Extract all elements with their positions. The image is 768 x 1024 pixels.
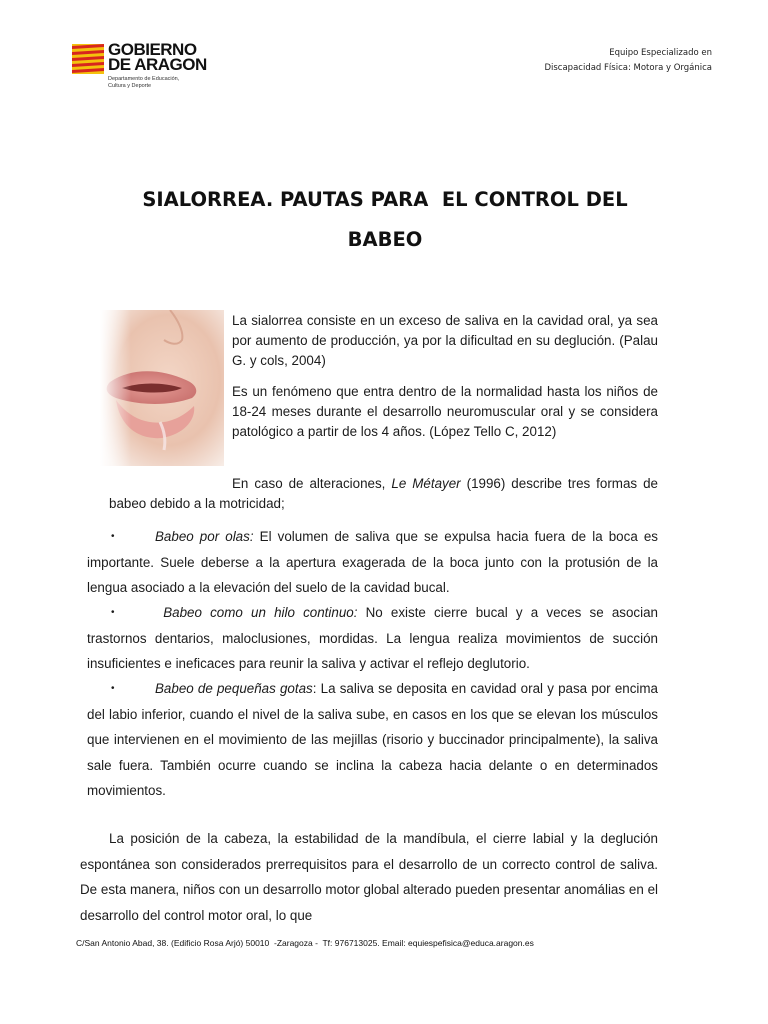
- logo-name: [108, 42, 207, 72]
- paragraph-definition: La sialorrea consiste en un exceso de saliva en la cavidad oral, ya sea por aumento de producción, ya por la dificultad en su deglución. (Palau G. y cols, 2004): [232, 313, 658, 368]
- logo-department: [108, 76, 218, 90]
- bullet-text: No existe cierre bucal y a veces se asocian trastornos dentarios, maloclusiones, mordidas. La lengua realiza movimientos de succión insuficientes e ineficaces para reunir la saliva y activar el reflejo deglutorio.: [87, 605, 659, 671]
- paragraph-prerequisites: La posición de la cabeza, la estabilidad de la mandíbula, el cierre labial y la deglución espontánea son considerados prerrequisitos para el desarrollo de un correcto control de saliva. De esta manera, niños con un desarrollo motor global alterado pueden presentar anomálias en el desarrollo del control motor oral, lo que: [80, 831, 658, 923]
- bullet-icon: •: [111, 607, 115, 618]
- p3-before: En caso de alteraciones,: [232, 476, 392, 491]
- footer-address: C/San Antonio Abad, 38. (Edificio Rosa Arjó) 50010 -Zaragoza - Tf: 976713025. Email: equiespefisica@educa.aragon.es: [76, 938, 534, 948]
- title-line2: BABEO: [347, 228, 423, 251]
- paragraph-normality: Es un fenómeno que entra dentro de la normalidad hasta los niños de 18-24 meses durante el desarrollo neuromuscular oral y se considera patológico a partir de los 4 años. (López Tello C, 2012): [232, 384, 658, 439]
- mouth-photo: [100, 310, 224, 466]
- title-line1: SIALORREA. PAUTAS PARA EL CONTROL DEL: [142, 188, 628, 211]
- document-title: [110, 180, 660, 260]
- p3-after: (1996) describe tres formas de babeo debido a la motricidad;: [109, 476, 658, 511]
- team-heading-line2: Discapacidad Física: Motora y Orgánica: [544, 63, 712, 73]
- team-heading: [544, 46, 712, 76]
- p3-author: Le Métayer: [391, 476, 461, 491]
- bullet-icon: •: [111, 683, 115, 694]
- team-heading-line1: Equipo Especializado en: [609, 48, 712, 58]
- logo-line2: DE ARAGON: [108, 55, 207, 74]
- bullet-text: : La saliva se deposita en cavidad oral y pasa por encima del labio inferior, cuando el nivel de la saliva sube, en casos en los que se elevan los músculos que intervienen en el movimiento de las mejillas (risorio y buccinador principalmente), la saliva sale fuera. También ocurre cuando se inclina la cabeza hacia delante o en determinados movimientos.: [87, 681, 658, 798]
- bullet-term: Babeo como un hilo continuo:: [155, 605, 358, 620]
- paragraph-forms-intro: [109, 474, 658, 514]
- mouth-drooling-photo-icon: [100, 310, 224, 466]
- bullet-term: Babeo por olas:: [155, 529, 254, 544]
- bullet-term: Babeo de pequeñas gotas: [155, 681, 313, 696]
- gobierno-aragon-logo: [72, 42, 232, 122]
- logo-line1: GOBIERNO: [108, 40, 197, 59]
- bullet-icon: •: [111, 531, 115, 542]
- bullet-item: [87, 600, 658, 677]
- bullet-item: [87, 524, 658, 601]
- logo-dept-line1: Departamento de Educación,: [108, 76, 180, 82]
- logo-dept-line2: Cultura y Deporte: [108, 83, 152, 89]
- bullet-item: [87, 676, 658, 804]
- bullet-text: El volumen de saliva que se expulsa hacia fuera de la boca es importante. Suele deberse a la apertura exagerada de la boca junto con la protusión de la lengua asociado a la elevación del suelo de la cavidad bucal.: [87, 529, 658, 595]
- aragon-flag-icon: [72, 44, 104, 74]
